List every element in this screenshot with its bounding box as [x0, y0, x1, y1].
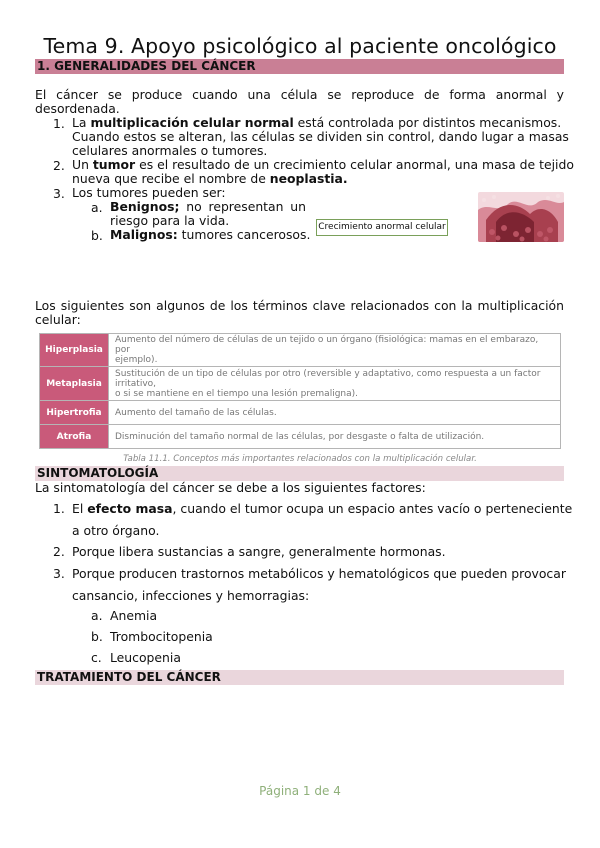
sub-letter: c. [91, 650, 102, 665]
page-title: Tema 9. Apoyo psicológico al paciente oncológico [43, 34, 557, 58]
sub-item-a-line-2: riesgo para la vida. [110, 213, 230, 228]
symptom-sub-item: Anemia [110, 608, 158, 623]
section-heading-generalidades [35, 59, 564, 74]
section-heading-label: SINTOMATOLOGÍA [37, 466, 159, 480]
intro-line-1: El cáncer se produce cuando una célula se reproduce de forma anormal y [35, 87, 564, 102]
term-cell: Hiperplasia [40, 334, 109, 367]
list-number: 2. [53, 158, 65, 173]
section-heading-sintomatologia [35, 466, 564, 481]
term-cell: Metaplasia [40, 367, 109, 401]
sintomatologia-intro: La sintomatología del cáncer se debe a los siguientes factores: [35, 480, 426, 495]
page-number: Página 1 de 4 [259, 784, 341, 798]
intro-line-2: desordenada. [35, 101, 120, 116]
list-number: 3. [53, 566, 65, 581]
table-caption: Tabla 11.1. Conceptos más importantes relacionados con la multiplicación celular. [123, 454, 477, 464]
section-heading-label: 1. GENERALIDADES DEL CÁNCER [37, 59, 256, 73]
definition-cell: Disminución del tamaño normal de las células, por desgaste o falta de utilización. [109, 425, 561, 449]
list-number: 2. [53, 544, 65, 559]
list-number: 1. [53, 501, 65, 516]
list-number: 3. [53, 186, 65, 201]
sub-letter: a. [91, 200, 103, 215]
list-item-1-line-1: La multiplicación celular normal está controlada por distintos mecanismos. [72, 115, 562, 130]
term-cell: Hipertrofia [40, 401, 109, 425]
sub-letter: b. [91, 629, 103, 644]
symptom-item-1-line-1: El efecto masa, cuando el tumor ocupa un espacio antes vacío o perteneciente [72, 501, 573, 516]
terms-intro-line-2: celular: [35, 312, 81, 327]
list-number: 1. [53, 116, 65, 131]
table-row [40, 425, 561, 449]
cell-growth-image [478, 192, 564, 242]
sub-item-a-line-1: Benignos; no representan un [110, 199, 306, 214]
table-row [40, 334, 561, 367]
list-item-1-line-2: Cuando estos se alteran, las células se dividen sin control, dando lugar a masas [72, 129, 569, 144]
sub-letter: a. [91, 608, 103, 623]
term-cell: Atrofia [40, 425, 109, 449]
figure-caption-box: Crecimiento anormal celular [316, 219, 448, 236]
definition-cell: Sustitución de un tipo de células por otro (reversible y adaptativo, como respuesta a un factor irritativo, o si se mantiene en el tiempo una lesión premaligna). [109, 367, 561, 401]
list-item-2-line-1: Un tumor es el resultado de un crecimiento celular anormal, una masa de tejido [72, 157, 574, 172]
symptom-item-2: Porque libera sustancias a sangre, generalmente hormonas. [72, 544, 446, 559]
symptom-sub-item: Leucopenia [110, 650, 181, 665]
symptom-item-3-line-2: cansancio, infecciones y hemorragias: [72, 588, 310, 603]
table-row [40, 367, 561, 401]
list-item-2-line-2: nueva que recibe el nombre de neoplastia. [72, 171, 348, 186]
section-heading-label: TRATAMIENTO DEL CÁNCER [37, 670, 221, 684]
sub-item-b: Malignos: tumores cancerosos. [110, 227, 311, 242]
sub-letter: b. [91, 228, 103, 243]
symptom-item-3-line-1: Porque producen trastornos metabólicos y hematológicos que pueden provocar [72, 566, 566, 581]
symptom-item-1-line-2: a otro órgano. [72, 523, 160, 538]
definition-cell: Aumento del número de células de un tejido o un órgano (fisiológica: mamas en el embarazo, por ejemplo). [109, 334, 561, 367]
terms-table [39, 333, 561, 449]
terms-intro-line-1: Los siguientes son algunos de los términos clave relacionados con la multiplicación [35, 298, 564, 313]
table-row [40, 401, 561, 425]
symptom-sub-item: Trombocitopenia [110, 629, 213, 644]
list-item-3: Los tumores pueden ser: [72, 185, 226, 200]
section-heading-tratamiento [35, 670, 564, 685]
definition-cell: Aumento del tamaño de las células. [109, 401, 561, 425]
list-item-1-line-3: celulares anormales o tumores. [72, 143, 268, 158]
